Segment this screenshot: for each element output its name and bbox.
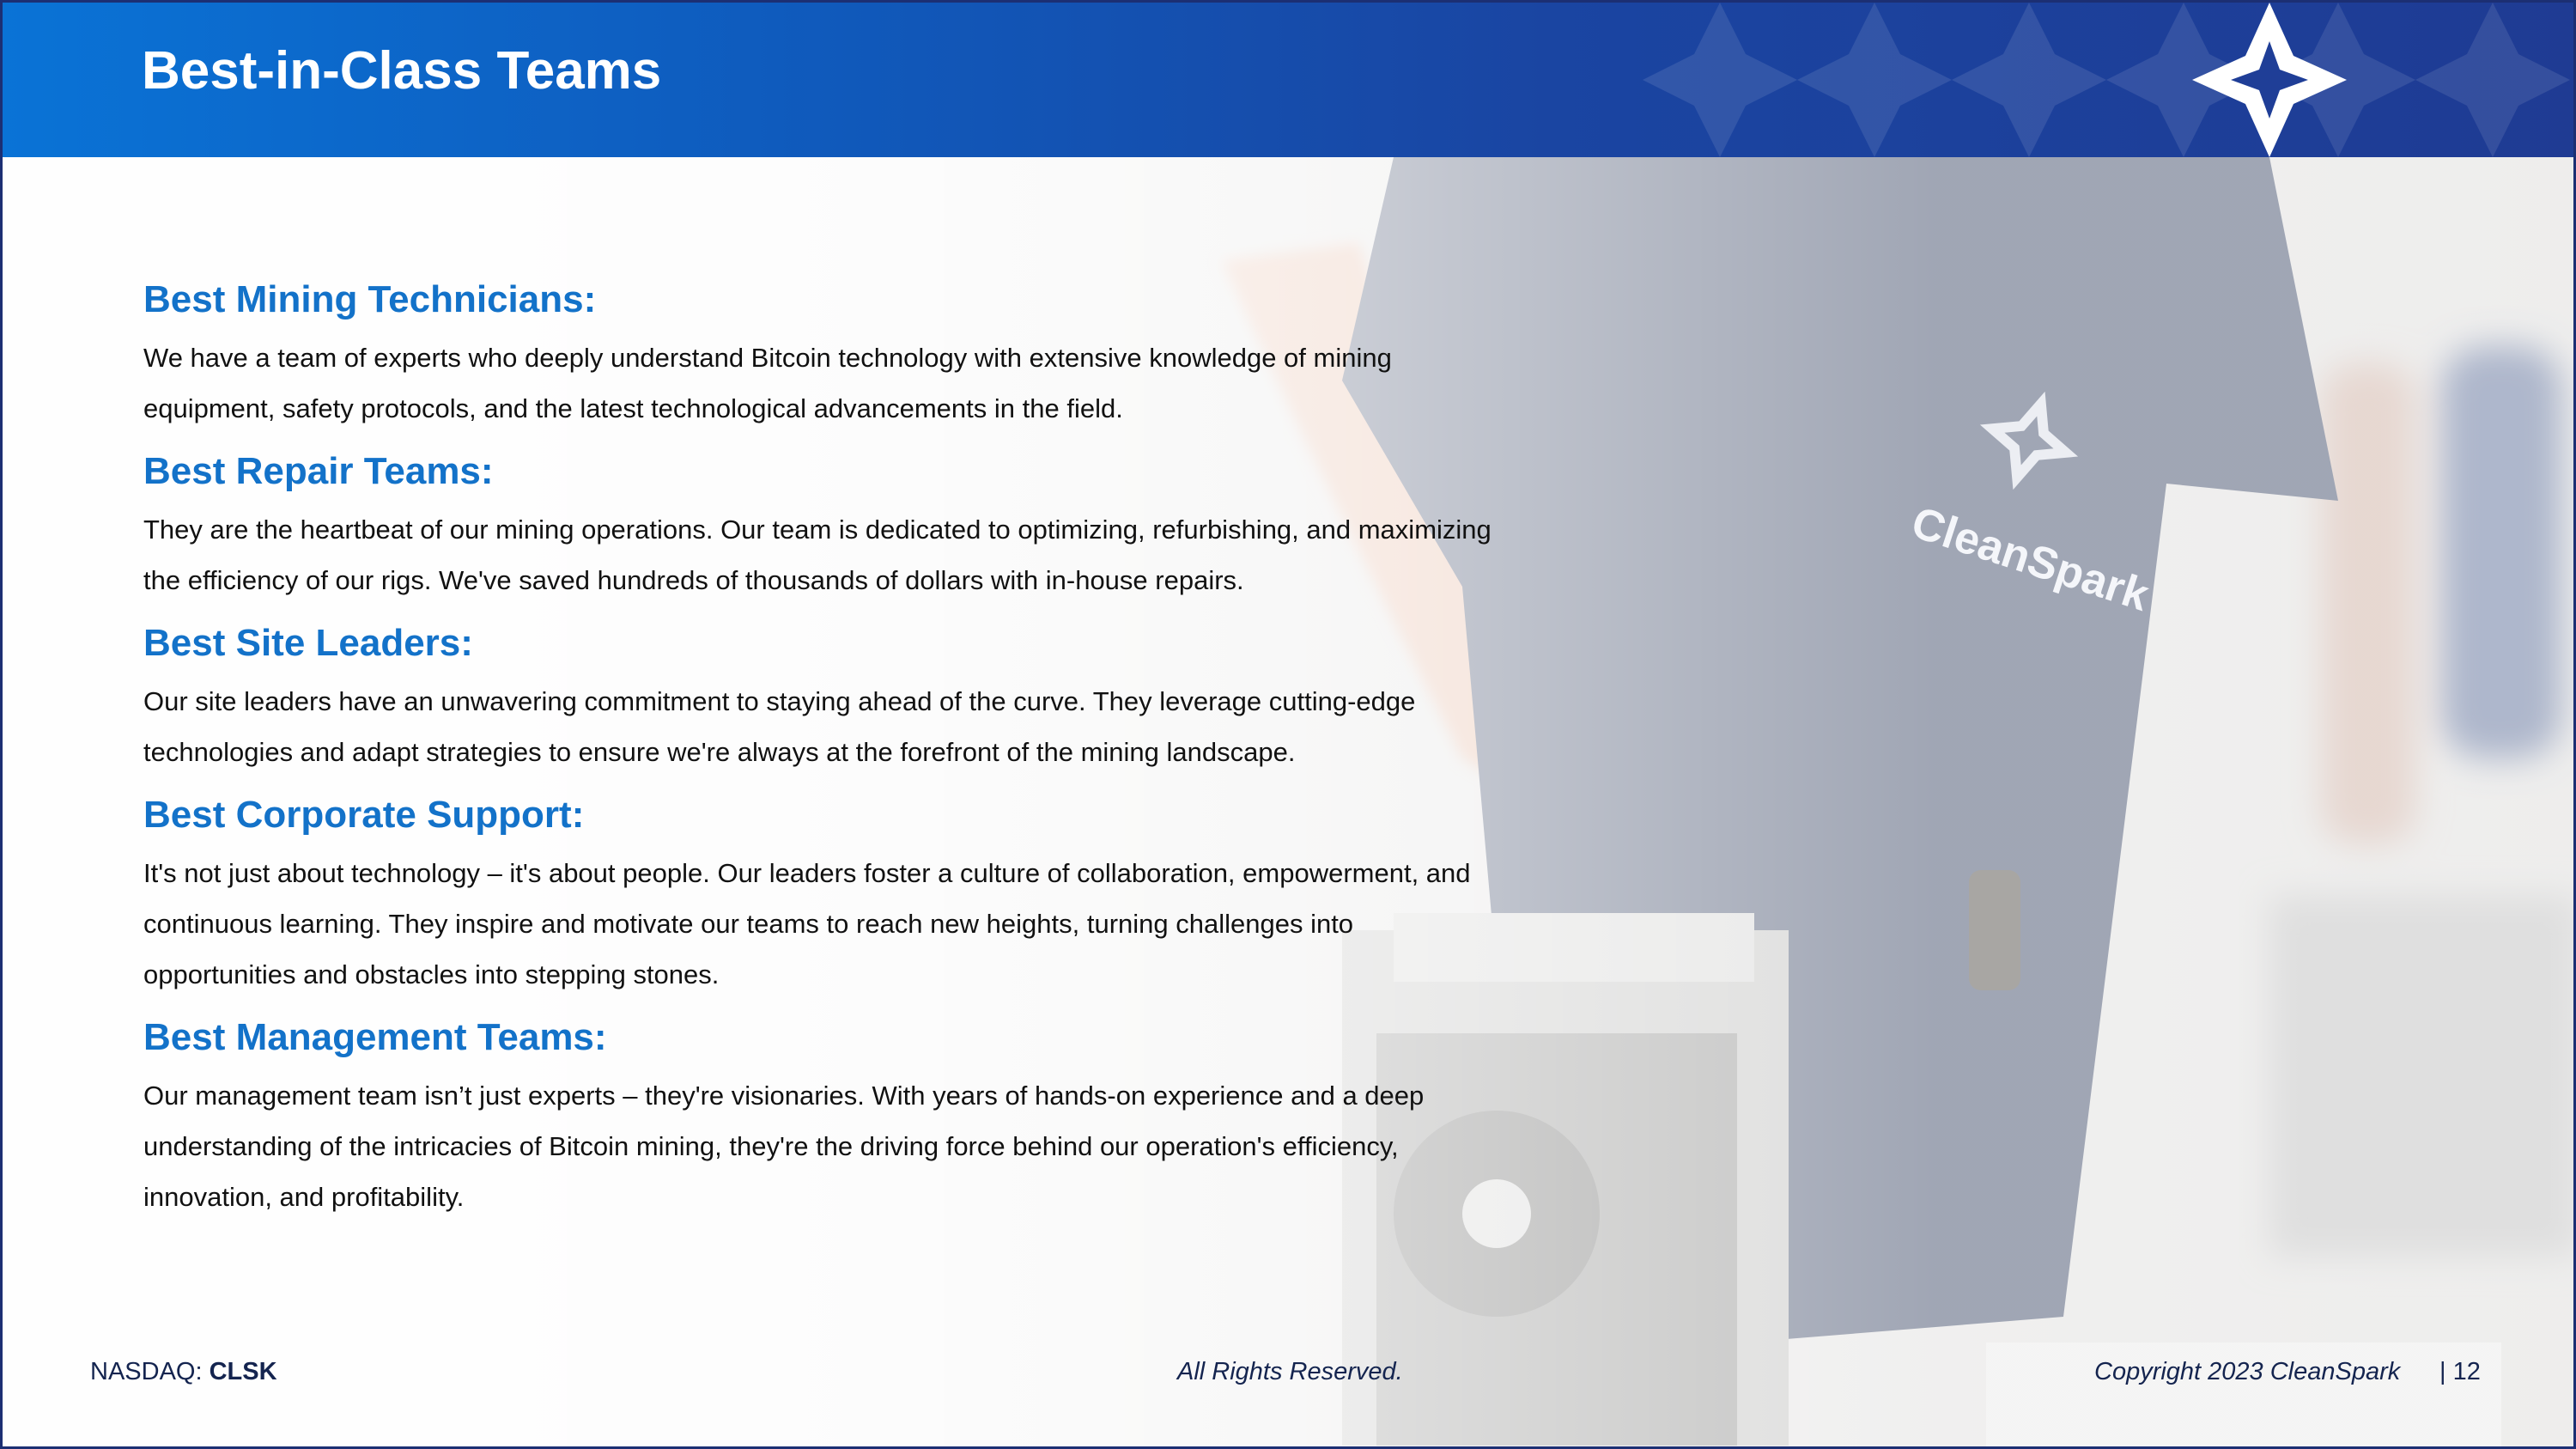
section-heading: Best Management Teams: <box>143 1016 607 1058</box>
body-line: the efficiency of our rigs. We've saved hundreds of thousands of dollars with in-house repairs. <box>143 565 1244 595</box>
section-heading: Best Repair Teams: <box>143 450 494 492</box>
section-management-teams <box>143 1014 1689 1222</box>
body-line: understanding of the intricacies of Bitcoin mining, they're the driving force behind our operation's efficiency, <box>143 1131 1399 1161</box>
section-corporate-support <box>143 791 1689 1000</box>
page-title: Best-in-Class Teams <box>142 41 662 100</box>
body-line: opportunities and obstacles into stepping stones. <box>143 959 720 989</box>
section-heading: Best Corporate Support: <box>143 794 585 836</box>
ticker-symbol: CLSK <box>209 1358 277 1385</box>
section-heading: Best Mining Technicians: <box>143 278 597 320</box>
body-line: They are the heartbeat of our mining operations. Our team is dedicated to optimizing, refurbishing, and maximizing <box>143 514 1492 545</box>
section-repair-teams <box>143 447 1689 606</box>
header-bar <box>3 3 2576 157</box>
section-mining-technicians <box>143 276 1689 434</box>
body-line: Our site leaders have an unwavering commitment to staying ahead of the curve. They leverage cutting-edge <box>143 686 1416 716</box>
footer <box>3 1358 2576 1392</box>
main-content <box>143 276 1689 1236</box>
footer-rights: All Rights Reserved. <box>1177 1358 1403 1385</box>
cleanspark-star-logo-icon <box>2192 3 2347 157</box>
exchange-label: NASDAQ: <box>90 1358 210 1385</box>
body-line: continuous learning. They inspire and motivate our teams to reach new heights, turning challenges into <box>143 909 1354 939</box>
header-pattern <box>1634 3 2576 157</box>
section-body <box>143 676 1689 777</box>
body-line: Our management team isn’t just experts – they're visionaries. With years of hands-on experience and a deep <box>143 1081 1425 1111</box>
section-heading: Best Site Leaders: <box>143 622 473 664</box>
section-body <box>143 848 1689 1000</box>
page-number: | 12 <box>2439 1358 2481 1385</box>
body-line: equipment, safety protocols, and the latest technological advancements in the field. <box>143 393 1123 423</box>
body-line: technologies and adapt strategies to ensure we're always at the forefront of the mining landscape. <box>143 737 1296 767</box>
section-body <box>143 332 1689 434</box>
section-body <box>143 1070 1689 1222</box>
section-body <box>143 504 1689 606</box>
footer-ticker <box>90 1358 277 1386</box>
body-line: We have a team of experts who deeply understand Bitcoin technology with extensive knowledge of mining <box>143 343 1392 373</box>
body-line: It's not just about technology – it's about people. Our leaders foster a culture of collaboration, empowerment, and <box>143 858 1471 888</box>
section-site-leaders <box>143 619 1689 777</box>
footer-copyright: Copyright 2023 CleanSpark <box>2094 1358 2401 1385</box>
body-line: innovation, and profitability. <box>143 1182 465 1212</box>
